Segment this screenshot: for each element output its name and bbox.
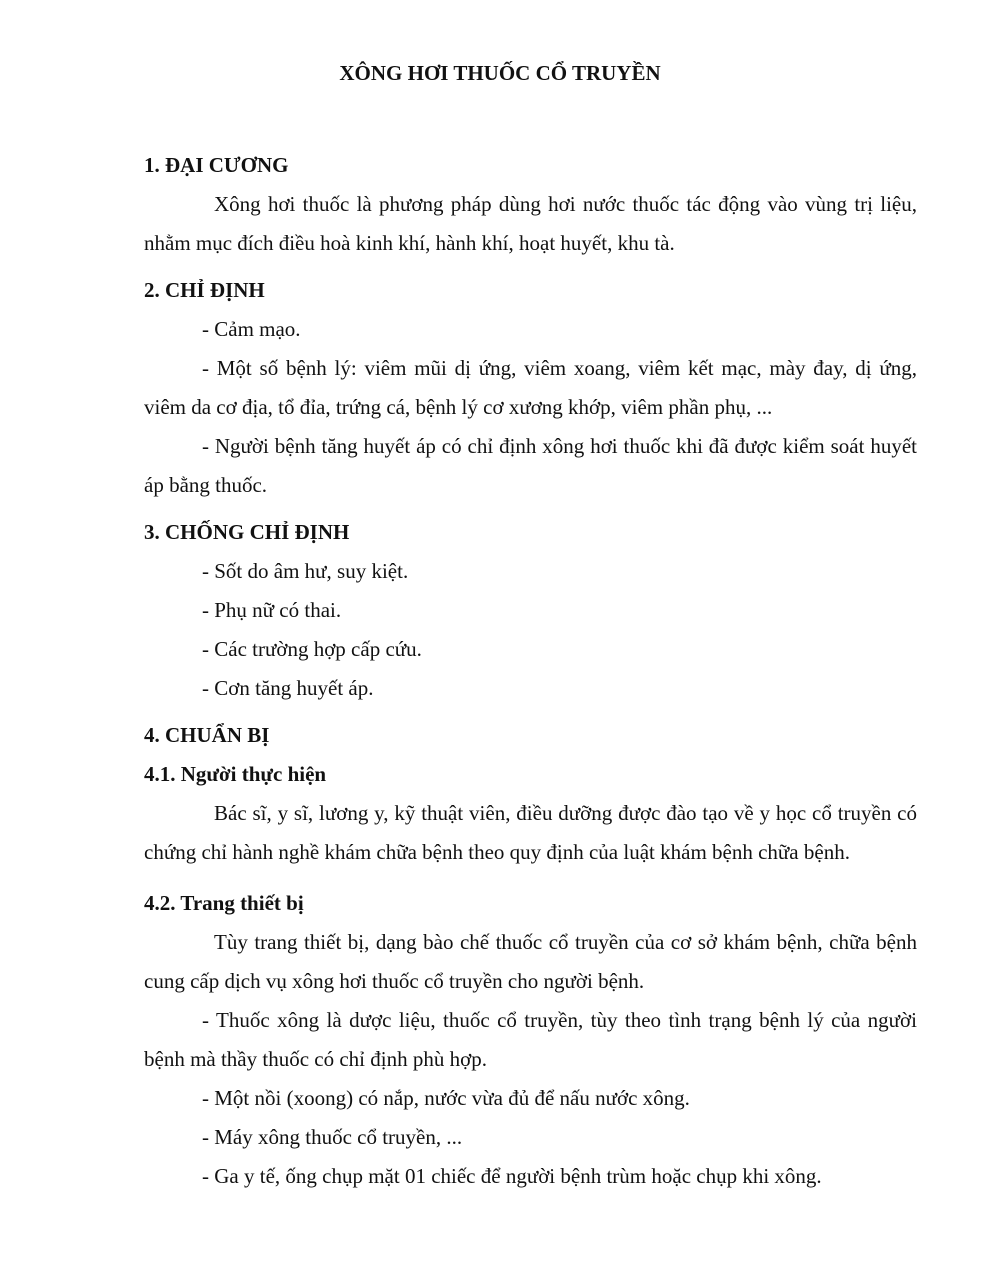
- section-heading-chi-dinh: 2. CHỈ ĐỊNH: [144, 278, 265, 302]
- list-item: - Thuốc xông là dược liệu, thuốc cổ truyền, tùy theo tình trạng bệnh lý của người bệnh mà thầy thuốc có chỉ định phù hợp.: [144, 1008, 917, 1071]
- document-title: XÔNG HƠI THUỐC CỔ TRUYỀN: [339, 61, 661, 85]
- list-item: - Máy xông thuốc cổ truyền, ...: [202, 1125, 463, 1149]
- subsection-heading-trang-thiet-bi: 4.2. Trang thiết bị: [144, 891, 304, 915]
- section-heading-chong-chi-dinh: 3. CHỐNG CHỈ ĐỊNH: [144, 520, 350, 544]
- section-heading-dai-cuong: 1. ĐẠI CƯƠNG: [144, 153, 289, 177]
- paragraph: Tùy trang thiết bị, dạng bào chế thuốc cổ truyền của cơ sở khám bệnh, chữa bệnh cung cấp dịch vụ xông hơi thuốc cổ truyền cho người bệnh.: [144, 930, 917, 993]
- list-item: - Phụ nữ có thai.: [202, 598, 342, 622]
- list-item: - Một số bệnh lý: viêm mũi dị ứng, viêm xoang, viêm kết mạc, mày đay, dị ứng, viêm da cơ địa, tổ đỉa, trứng cá, bệnh lý cơ xương khớp, viêm phần phụ, ...: [144, 356, 917, 419]
- list-item: - Một nồi (xoong) có nắp, nước vừa đủ để nấu nước xông.: [202, 1086, 690, 1110]
- list-item: - Ga y tế, ống chụp mặt 01 chiếc để người bệnh trùm hoặc chụp khi xông.: [202, 1164, 822, 1188]
- list-item: - Người bệnh tăng huyết áp có chỉ định xông hơi thuốc khi đã được kiểm soát huyết áp bằng thuốc.: [144, 434, 917, 497]
- list-item: - Các trường hợp cấp cứu.: [202, 637, 422, 661]
- section-heading-chuan-bi: 4. CHUẨN BỊ: [144, 723, 270, 747]
- subsection-heading-nguoi-thuc-hien: 4.1. Người thực hiện: [144, 762, 327, 786]
- document-body: [144, 146, 917, 1196]
- list-item: - Cảm mạo.: [202, 317, 301, 341]
- paragraph: Bác sĩ, y sĩ, lương y, kỹ thuật viên, điều dưỡng được đào tạo về y học cổ truyền có chứng chỉ hành nghề khám chữa bệnh theo quy định của luật khám bệnh chữa bệnh.: [144, 801, 917, 864]
- list-item: - Sốt do âm hư, suy kiệt.: [202, 559, 409, 583]
- list-item: - Cơn tăng huyết áp.: [202, 676, 374, 700]
- paragraph: Xông hơi thuốc là phương pháp dùng hơi nước thuốc tác động vào vùng trị liệu, nhằm mục đích điều hoà kinh khí, hành khí, hoạt huyết, khu tà.: [144, 192, 917, 255]
